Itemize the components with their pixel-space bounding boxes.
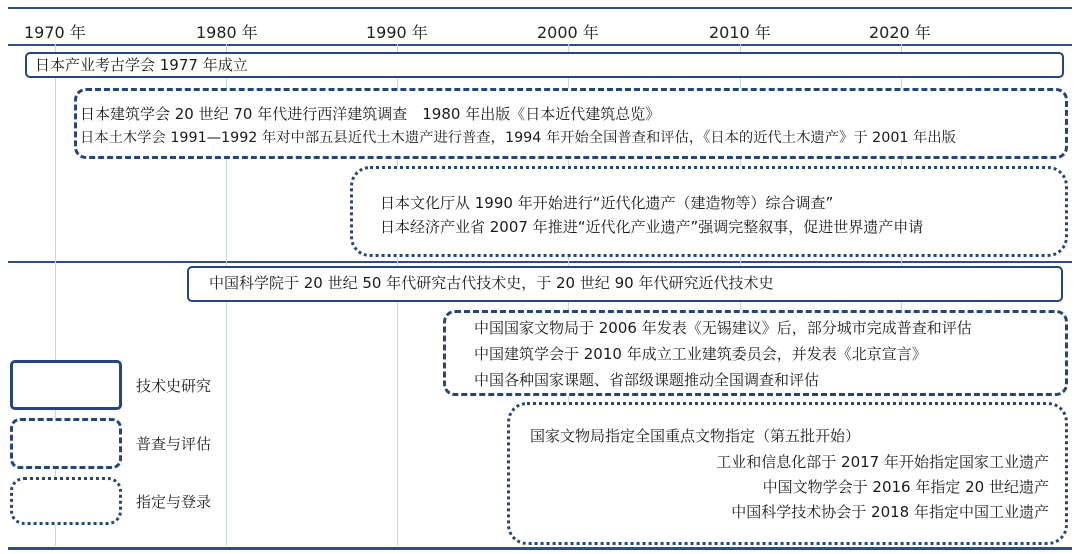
legend-designation-label: 指定与登录 [136,493,212,511]
year-label-2010: 2010 年 [709,23,771,42]
japan-archaeology-text: 日本产业考古学会 1977 年成立 [35,56,248,74]
japan-survey-text-1: 日本建筑学会 20 世纪 70 年代进行西洋建筑调查 1980 年出版《日本近代建筑总览》 [80,105,661,123]
top-rule [8,7,1072,9]
legend-dotted-swatch [10,477,122,525]
japan-survey-text-2: 日本土木学会 1991—1992 年对中部五县近代土木遗产进行普查，1994 年开始全国普查和评估，《日本的近代土木遗产》于 2001 年出版 [80,130,956,146]
bottom-rule [8,547,1072,550]
china-history-text: 中国科学院于 20 世纪 50 年代研究古代技术史，于 20 世纪 90 年代研究近代技术史 [209,274,774,292]
china-designation-text-4: 中国科学技术协会于 2018 年指定中国工业遗产 [731,503,1049,521]
legend-survey-label: 普查与评估 [136,435,212,453]
china-designation-text-1: 国家文物局指定全国重点文物指定（第五批开始） [530,427,861,445]
china-designation-text-3: 中国文物学会于 2016 年指定 20 世纪遗产 [762,478,1049,496]
year-label-2000: 2000 年 [537,23,599,42]
china-survey-text-2: 中国建筑学会于 2010 年成立工业建筑委员会，并发表《北京宣言》 [474,345,927,363]
year-label-2020: 2020 年 [869,23,931,42]
year-label-1970: 1970 年 [24,23,86,42]
region-divider [8,261,1072,263]
japan-designation-text-1: 日本文化厅从 1990 年开始进行“近代化遗产（建造物等）综合调查” [380,194,834,212]
china-survey-text-1: 中国国家文物局于 2006 年发表《无锡建议》后，部分城市完成普查和评估 [474,319,972,337]
axis-rule [8,44,1072,46]
legend-dashed-swatch [10,418,122,469]
japan-designation-text-2: 日本经济产业省 2007 年推进“近代化产业遗产”强调完整叙事，促进世界遗产申请 [380,218,924,236]
year-label-1990: 1990 年 [366,23,428,42]
gridline-1970 [55,44,56,546]
china-survey-text-3: 中国各种国家课题、省部级课题推动全国调查和评估 [474,371,820,389]
china-designation-box [507,402,1068,545]
china-designation-text-2: 工业和信息化部于 2017 年开始指定国家工业遗产 [716,453,1049,471]
legend-history-label: 技术史研究 [136,377,212,395]
legend-solid-swatch [10,360,122,410]
year-label-1980: 1980 年 [196,23,258,42]
